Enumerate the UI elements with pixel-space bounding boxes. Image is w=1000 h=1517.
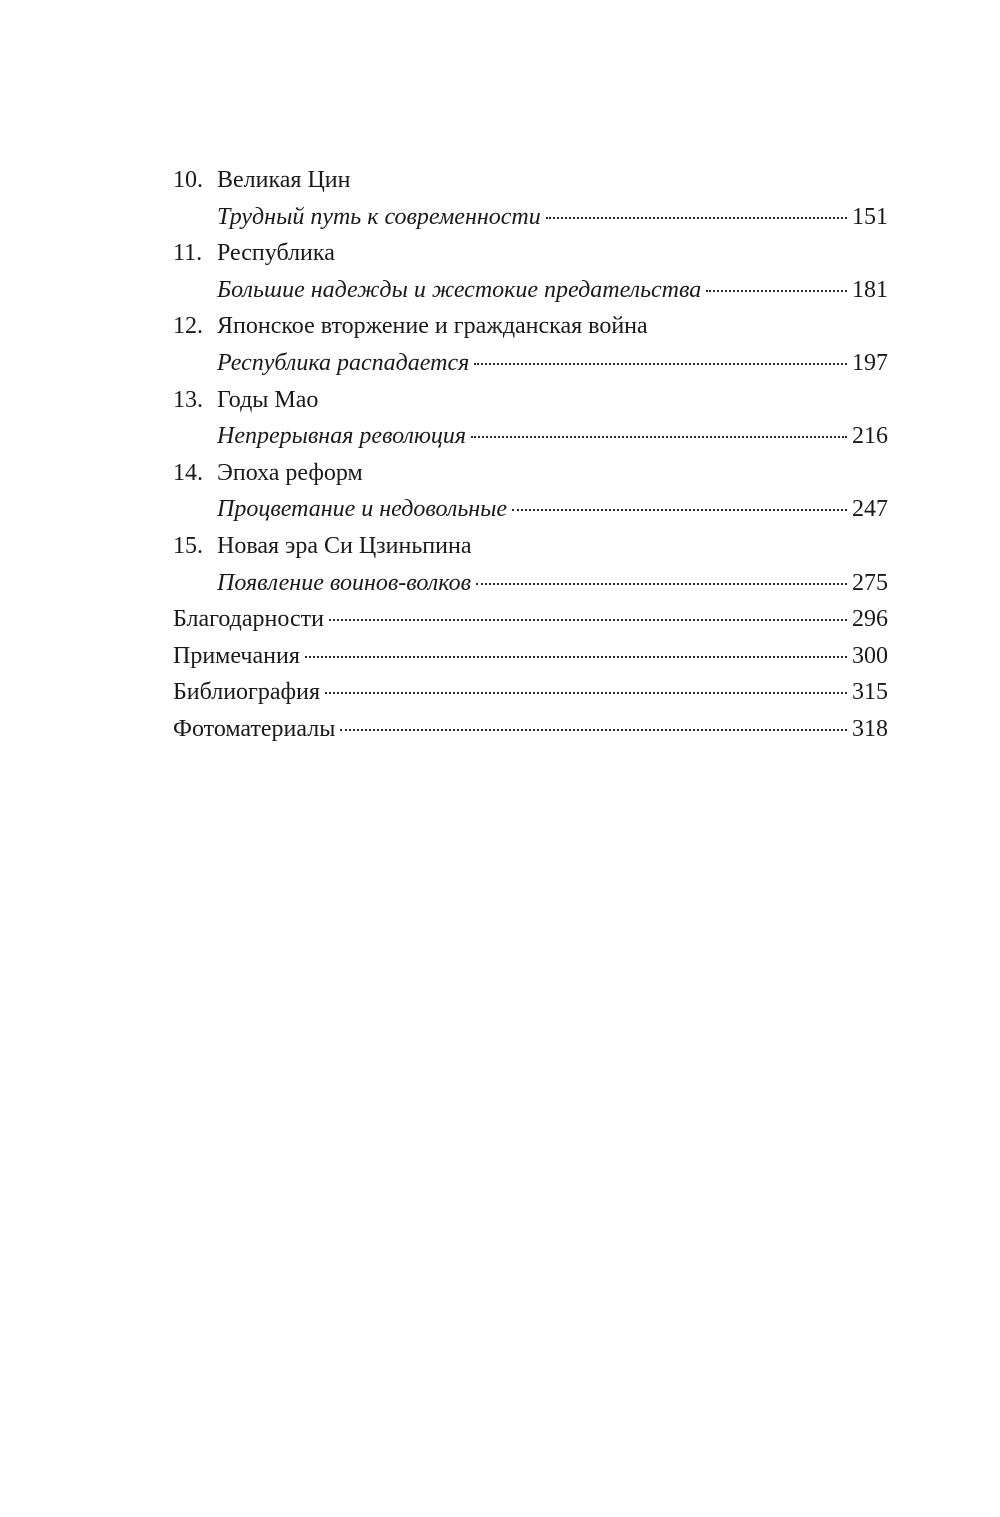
page-number: 151 (852, 203, 888, 230)
dot-leader (706, 290, 847, 292)
dot-leader (471, 436, 847, 438)
chapter-heading (173, 382, 888, 419)
chapter-subtitle: Появление воинов-волков (217, 569, 471, 596)
chapter-heading (173, 235, 888, 272)
back-matter-title: Фотоматериалы (173, 715, 336, 742)
chapter-title[interactable]: Новая эра Си Цзиньпина (217, 532, 472, 559)
chapter-subtitle-row[interactable] (173, 272, 888, 309)
back-matter-entry[interactable] (173, 601, 888, 638)
chapter-subtitle-row[interactable] (173, 199, 888, 236)
chapter-number: 14. (173, 459, 203, 486)
dot-leader (546, 217, 847, 219)
chapter-heading (173, 162, 888, 199)
back-matter-entry[interactable] (173, 674, 888, 711)
chapter-title[interactable]: Годы Мао (217, 386, 319, 413)
chapter-subtitle-row[interactable] (173, 345, 888, 382)
chapter-number: 12. (173, 313, 203, 340)
page-number: 197 (852, 349, 888, 376)
page-number: 300 (852, 642, 888, 669)
chapter-number: 15. (173, 532, 203, 559)
back-matter-entry[interactable] (173, 711, 888, 748)
chapter-subtitle-row[interactable] (173, 418, 888, 455)
chapter-title[interactable]: Японское вторжение и гражданская война (217, 313, 648, 340)
dot-leader (340, 729, 847, 731)
back-matter-title: Библиография (173, 679, 320, 706)
chapter-number: 10. (173, 167, 203, 193)
chapter-number: 11. (173, 240, 203, 267)
dot-leader (329, 619, 847, 621)
chapter-heading (173, 528, 888, 565)
chapter-subtitle-row[interactable] (173, 491, 888, 528)
dot-leader (512, 509, 847, 511)
chapter-title[interactable]: Эпоха реформ (217, 459, 363, 486)
chapter-number: 13. (173, 386, 203, 413)
page-number: 296 (852, 606, 888, 633)
chapter-subtitle: Республика распадается (217, 349, 470, 376)
dot-leader (476, 583, 847, 585)
back-matter-entry[interactable] (173, 638, 888, 675)
page-number: 181 (852, 276, 888, 303)
chapter-subtitle: Процветание и недовольные (217, 496, 508, 523)
back-matter-title: Примечания (173, 642, 300, 669)
dot-leader (474, 363, 847, 365)
chapter-title[interactable]: Великая Цин (217, 167, 351, 193)
back-matter-title: Благодарности (173, 606, 324, 633)
chapter-subtitle: Непрерывная революция (217, 423, 467, 450)
page-number: 315 (852, 679, 888, 706)
table-of-contents (173, 162, 888, 748)
page-number: 216 (852, 423, 888, 450)
page-number: 318 (852, 715, 888, 742)
chapter-subtitle-row[interactable] (173, 565, 888, 602)
page-number: 247 (852, 496, 888, 523)
dot-leader (325, 692, 847, 694)
dot-leader (305, 656, 847, 658)
chapter-subtitle: Большие надежды и жестокие предательства (217, 276, 702, 303)
page-number: 275 (852, 569, 888, 596)
chapter-subtitle: Трудный путь к современности (217, 203, 541, 230)
chapter-heading (173, 308, 888, 345)
chapter-heading (173, 455, 888, 492)
chapter-title[interactable]: Республика (217, 240, 335, 267)
